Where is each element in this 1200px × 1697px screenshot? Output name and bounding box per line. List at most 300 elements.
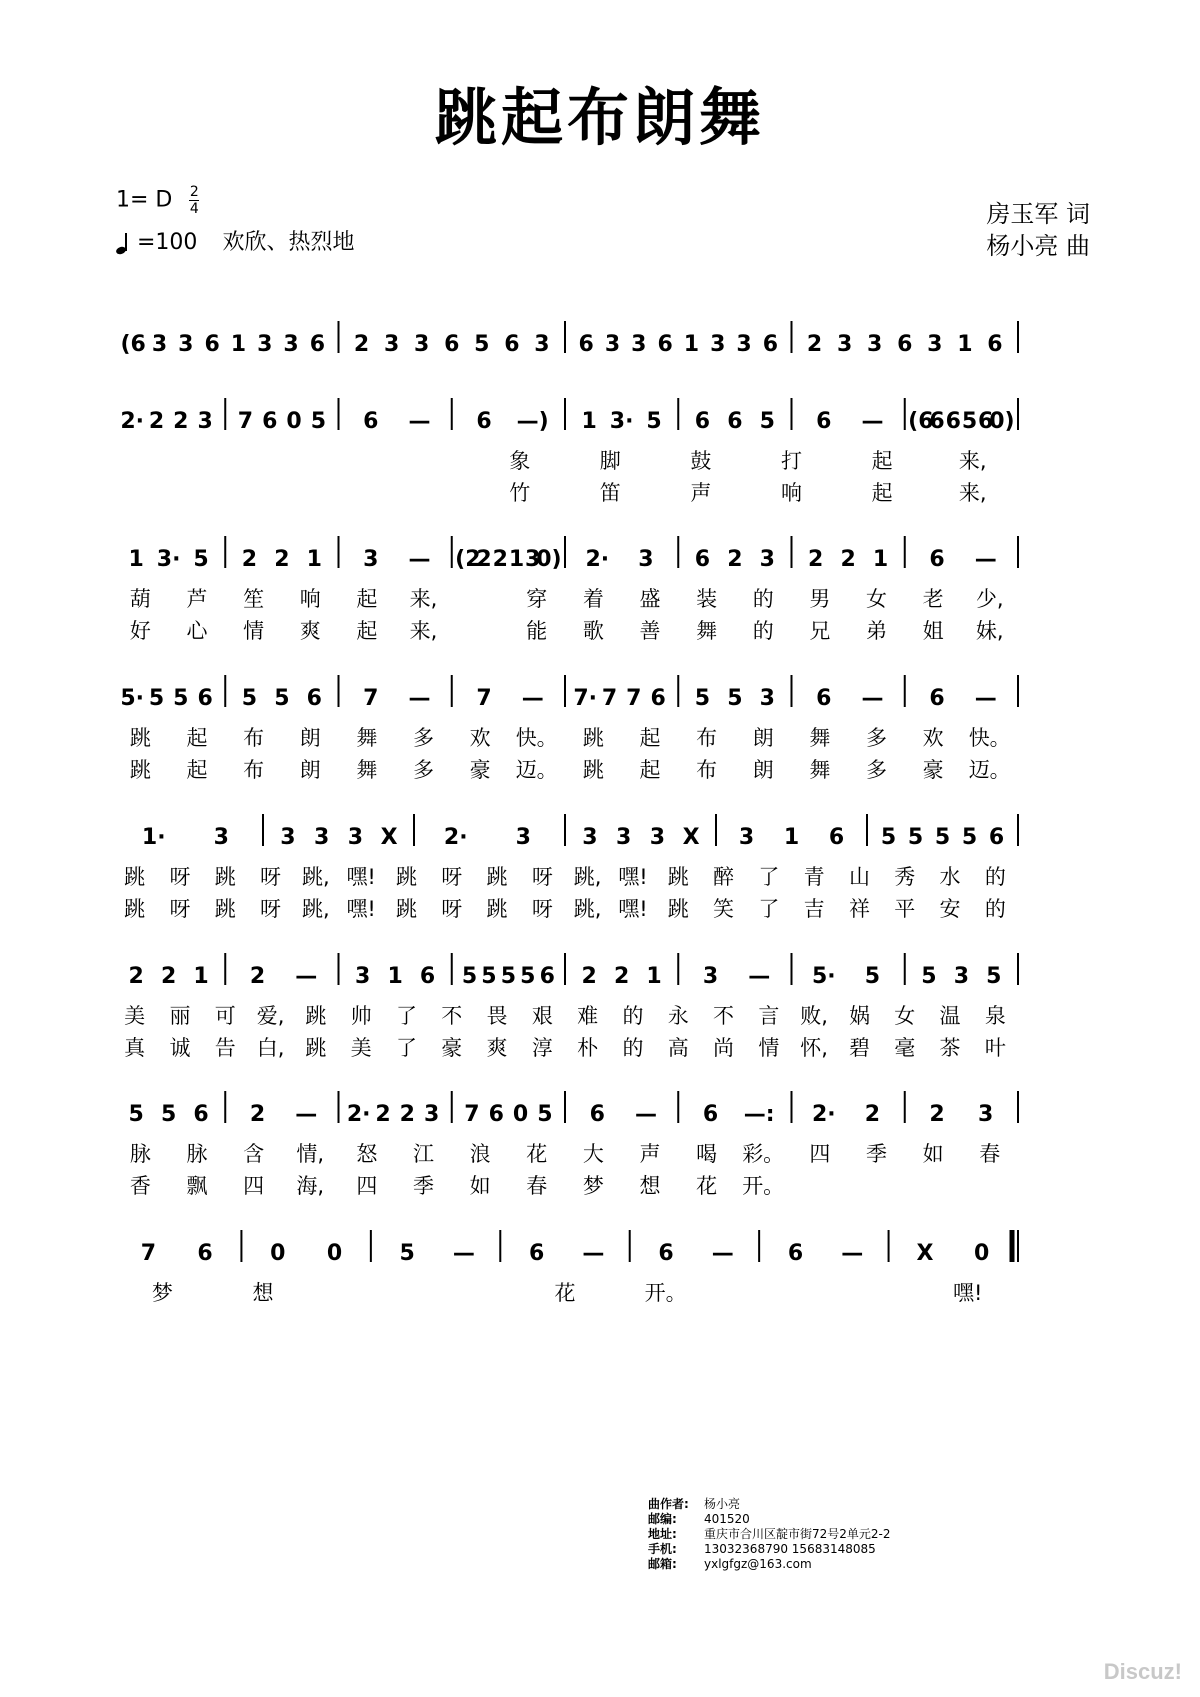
note: 2· — [443, 825, 468, 850]
lyric-syllable: 温 — [939, 1004, 961, 1028]
lyric-syllable: 美 — [124, 1004, 146, 1028]
lyric-syllable: 白, — [256, 1036, 285, 1060]
lyric-syllable: 盛 — [639, 587, 661, 611]
note: X — [682, 825, 700, 850]
note: 3 — [213, 825, 229, 850]
note: 6 — [262, 409, 278, 434]
lyric-syllable: 高 — [667, 1036, 689, 1060]
note: X — [380, 825, 398, 850]
note: 6 — [539, 964, 555, 989]
lyric-syllable: 来, — [409, 619, 438, 643]
lyric-syllable: 碧 — [848, 1036, 870, 1060]
note: (6 — [120, 332, 146, 357]
note: 2· — [346, 1102, 371, 1127]
lyric-syllable: 竹 — [509, 481, 531, 505]
note: 1 — [193, 964, 209, 989]
lyric-syllable: 的 — [622, 1004, 644, 1028]
lyric-syllable: 朗 — [752, 758, 774, 782]
lyric-syllable: 跳 — [486, 865, 508, 889]
note: 0 — [286, 409, 302, 434]
lyric-syllable: 跳 — [395, 897, 417, 921]
lyric-syllable: 青 — [803, 865, 825, 889]
note: 5 — [474, 332, 490, 357]
lyric-syllable: 少, — [975, 587, 1004, 611]
note: 1 — [872, 547, 889, 572]
lyric-syllable: 兄 — [809, 619, 831, 643]
lyric-syllable: 豪 — [441, 1036, 463, 1060]
lyric-syllable: 平 — [894, 897, 916, 921]
lyric-syllable: 叶 — [984, 1036, 1006, 1060]
note: 5 — [193, 547, 209, 572]
lyric-syllable: 尚 — [713, 1036, 735, 1060]
note: 2 — [806, 332, 823, 357]
note: 5 — [986, 964, 1002, 989]
note: 6 — [204, 332, 220, 357]
lyric-syllable: 朴 — [577, 1036, 599, 1060]
note: 3 — [423, 1102, 440, 1127]
note: 2 — [241, 547, 258, 572]
lyric-syllable: 永 — [667, 1004, 689, 1028]
lyric-syllable: 快。 — [515, 726, 558, 750]
lyric-syllable: 豪 — [922, 758, 944, 782]
note: (6 — [908, 409, 934, 434]
note: 6 — [727, 409, 743, 434]
note: — — [861, 409, 884, 434]
note: — — [295, 964, 318, 989]
note: 0 — [973, 1241, 990, 1266]
lyric-syllable: 不 — [713, 1004, 735, 1028]
note: 5 — [907, 825, 924, 850]
lyric-syllable: 娲 — [848, 1004, 870, 1028]
footer-address-value: 重庆市合川区靛市街72号2单元2-2 — [704, 1527, 891, 1541]
lyric-syllable: 跳, — [573, 865, 602, 889]
lyric-syllable: 怀, — [800, 1036, 828, 1060]
lyric-syllable: 的 — [752, 619, 774, 643]
lyric-syllable: 起 — [639, 726, 661, 750]
note: 0) — [536, 547, 562, 572]
note: 3 — [178, 332, 194, 357]
lyric-syllable: 起 — [356, 587, 378, 611]
note: 7 — [626, 686, 642, 711]
lyric-syllable: 季 — [412, 1174, 434, 1198]
note: 2 — [840, 547, 856, 572]
note: 0 — [326, 1241, 343, 1266]
note: 3 — [280, 825, 296, 850]
note: 3 — [867, 332, 883, 357]
lyric-syllable: 了 — [758, 897, 780, 921]
lyric-syllable: 善 — [639, 619, 661, 643]
lyric-syllable: 败, — [800, 1004, 828, 1028]
note: — — [861, 686, 884, 711]
note: 3 — [534, 332, 550, 357]
lyric-syllable: 迈。 — [968, 758, 1011, 782]
lyric-syllable: 真 — [124, 1036, 146, 1060]
note: 6 — [197, 686, 213, 711]
composer-contact — [648, 1497, 891, 1572]
lyric-syllable: 如 — [922, 1142, 944, 1166]
note: 5 — [128, 1102, 144, 1127]
lyric-syllable: 笙 — [243, 587, 265, 611]
lyric-syllable: 花 — [696, 1174, 718, 1198]
meter-top: 2 — [189, 184, 199, 200]
lyric-syllable: 嘿! — [346, 897, 376, 921]
lyric-syllable: 醉 — [713, 865, 735, 889]
lyric-syllable: 多 — [865, 758, 887, 782]
note: 5 — [274, 686, 290, 711]
lyric-syllable: 情, — [296, 1142, 325, 1166]
lyric-syllable: 帅 — [350, 1004, 372, 1028]
lyric-syllable: 跳 — [305, 1036, 327, 1060]
note: 3 — [738, 825, 755, 850]
lyric-syllable: 跳 — [129, 726, 151, 750]
lyric-syllable: 嘿! — [346, 865, 376, 889]
lyric-syllable: 响 — [299, 587, 321, 611]
note: 5 — [961, 825, 978, 850]
lyric-syllable: 开。 — [644, 1281, 687, 1305]
lyric-syllable: 打 — [781, 449, 802, 473]
lyric-syllable: 爱, — [256, 1004, 285, 1028]
note: 6 — [504, 332, 520, 357]
lyric-syllable: 来, — [409, 587, 438, 611]
lyric-syllable: 跳 — [582, 726, 604, 750]
lyric-syllable: 快。 — [968, 726, 1011, 750]
lyric-syllable: 芦 — [186, 587, 208, 611]
lyric-syllable: 呀 — [169, 897, 191, 921]
note: 1 — [783, 825, 800, 850]
note: — — [408, 686, 431, 711]
lyric-syllable: 四 — [809, 1142, 831, 1166]
note: 7· — [573, 686, 597, 711]
lyric-syllable: 跳 — [124, 897, 146, 921]
lyric-syllable: 布 — [696, 758, 718, 782]
note: 2 — [249, 1102, 266, 1127]
note: 5 — [727, 686, 743, 711]
note: 6 — [929, 547, 945, 572]
note: 3 — [638, 547, 654, 572]
note: 3 — [313, 825, 330, 850]
note: 7 — [464, 1102, 480, 1127]
lyric-syllable: 跳, — [573, 897, 602, 921]
note: 6 — [476, 409, 492, 434]
note: 2 — [148, 409, 165, 434]
note: — — [748, 964, 771, 989]
lyric-syllable: 的 — [622, 1036, 644, 1060]
note: 2 — [808, 547, 824, 572]
note: 6 — [589, 1102, 605, 1127]
note: 6 — [488, 1102, 504, 1127]
note: 6 — [897, 332, 913, 357]
lyric-syllable: 水 — [939, 865, 961, 889]
note: 2 — [128, 964, 144, 989]
note: 5 — [961, 409, 978, 434]
note: 6 — [363, 409, 379, 434]
lyric-syllable: 舞 — [809, 758, 831, 782]
song-title: 跳起布朗舞 — [434, 81, 765, 154]
lyric-syllable: 花 — [554, 1281, 576, 1305]
note: 6 — [702, 1102, 719, 1127]
lyric-syllable: 畏 — [486, 1004, 508, 1028]
lyric-syllable: 想 — [252, 1281, 274, 1305]
note: 5 — [537, 1102, 553, 1127]
note: 2· — [120, 409, 144, 434]
note: 5 — [148, 686, 165, 711]
lyric-syllable: 笑 — [713, 897, 735, 921]
note: 3 — [197, 409, 213, 434]
lyric-syllable: 布 — [243, 758, 265, 782]
lyric-syllable: 呀 — [441, 865, 463, 889]
note: — — [582, 1241, 605, 1266]
note: 7 — [363, 686, 379, 711]
note: 3 — [615, 825, 632, 850]
lyric-syllable: 弟 — [865, 619, 887, 643]
note: 3 — [515, 825, 531, 850]
note: 1 — [230, 332, 247, 357]
note: — — [408, 547, 431, 572]
note: — — [974, 686, 997, 711]
note: 3 — [383, 332, 400, 357]
footer-email-value: yxlgfgz@163.com — [704, 1557, 812, 1571]
note: 6 — [694, 409, 711, 434]
lyric-syllable: 舞 — [809, 726, 831, 750]
lyric-syllable: 开。 — [742, 1174, 785, 1198]
lyric-syllable: 跳 — [486, 897, 508, 921]
lyric-syllable: 装 — [696, 587, 718, 611]
lyric-syllable: 春 — [526, 1174, 548, 1198]
note: 1 — [387, 964, 403, 989]
note: 3 — [631, 332, 647, 357]
lyric-syllable: 想 — [639, 1174, 661, 1198]
note: 3 — [927, 332, 943, 357]
lyric-syllable: 葫 — [129, 587, 151, 611]
note: 6 — [658, 1241, 674, 1266]
lyric-syllable: 跳 — [214, 865, 236, 889]
note: 2 — [929, 1102, 945, 1127]
note: 0) — [989, 409, 1015, 434]
key-text: 1= D — [116, 187, 173, 213]
note: 3 — [257, 332, 273, 357]
lyric-syllable: 大 — [582, 1142, 604, 1166]
note: 3 — [759, 686, 775, 711]
note: 3 — [363, 547, 379, 572]
lyric-syllable: 的 — [984, 897, 1006, 921]
note: 0 — [270, 1241, 286, 1266]
lyric-syllable: 祥 — [848, 897, 870, 921]
note: 1 — [128, 547, 144, 572]
note: — — [521, 686, 544, 711]
lyric-syllable: 含 — [243, 1142, 265, 1166]
note: 6 — [694, 547, 711, 572]
note: 5 — [921, 964, 937, 989]
lyric-syllable: 起 — [356, 619, 378, 643]
note: 3 — [736, 332, 752, 357]
lyric-syllable: 丽 — [169, 1004, 191, 1028]
note: 2 — [249, 964, 266, 989]
lyric-syllable: 朗 — [752, 726, 774, 750]
note: — — [295, 1102, 318, 1127]
lyric-syllable: 姐 — [922, 619, 944, 643]
note: — — [452, 1241, 475, 1266]
lyric-syllable: 诚 — [169, 1036, 191, 1060]
lyric-syllable: 江 — [412, 1142, 434, 1166]
note: 3 — [283, 332, 299, 357]
lyric-syllable: 了 — [395, 1004, 417, 1028]
note: 2 — [274, 547, 290, 572]
lyric-syllable: 跳 — [395, 865, 417, 889]
note: 6 — [193, 1102, 209, 1127]
note: 2 — [476, 547, 492, 572]
note: 6 — [929, 409, 945, 434]
lyric-syllable: 舞 — [356, 726, 378, 750]
footer-postcode-label: 邮编: — [648, 1512, 677, 1526]
lyric-syllable: 跳 — [129, 758, 151, 782]
note: 6 — [929, 686, 945, 711]
lyric-syllable: 梦 — [582, 1174, 604, 1198]
lyric-syllable: 春 — [979, 1142, 1001, 1166]
note: 6 — [309, 332, 325, 357]
note: 5 — [520, 964, 536, 989]
lyric-syllable: 声 — [639, 1142, 661, 1166]
lyric-syllable: 豪 — [469, 758, 491, 782]
note: 6 — [419, 964, 436, 989]
note: 6 — [578, 332, 594, 357]
note: 3 — [978, 1102, 994, 1127]
lyric-syllable: 呀 — [169, 865, 191, 889]
note: 2 — [864, 1102, 881, 1127]
note: — — [841, 1241, 864, 1266]
lyric-syllable: 跳 — [667, 865, 689, 889]
note: 3· — [609, 409, 634, 434]
lyric-syllable: 泉 — [984, 1004, 1006, 1028]
footer-composer-value: 杨小亮 — [704, 1497, 741, 1511]
note: 7 — [476, 686, 492, 711]
note: 3 — [649, 825, 666, 850]
note: — — [408, 409, 431, 434]
lyric-syllable: 季 — [865, 1142, 887, 1166]
note: 5 — [399, 1241, 415, 1266]
note: — — [634, 1102, 657, 1127]
lyric-syllable: 朗 — [299, 758, 321, 782]
lyric-syllable: 起 — [871, 481, 893, 505]
note: 2 — [727, 547, 743, 572]
lyric-syllable: 喝 — [696, 1142, 718, 1166]
lyric-syllable: 呀 — [260, 865, 282, 889]
lyric-syllable: 来, — [958, 449, 987, 473]
note: 3· — [156, 547, 181, 572]
note: 5· — [120, 686, 144, 711]
lyric-syllable: 布 — [696, 726, 718, 750]
note: 6 — [787, 1241, 804, 1266]
note: 3 — [953, 964, 970, 989]
note: 2· — [811, 1102, 836, 1127]
lyric-syllable: 起 — [186, 726, 208, 750]
footer-phone-value: 13032368790 15683148085 — [704, 1542, 876, 1556]
lyric-syllable: 着 — [582, 587, 604, 611]
lyric-syllable: 的 — [984, 865, 1006, 889]
lyric-syllable: 难 — [577, 1004, 599, 1028]
lyric-syllable: 呀 — [441, 897, 463, 921]
note: 1 — [646, 964, 662, 989]
note: X — [916, 1241, 934, 1266]
lyric-syllable: 起 — [871, 449, 893, 473]
lyric-syllable: 起 — [639, 758, 661, 782]
lyric-syllable: 山 — [848, 865, 870, 889]
meter-bottom: 4 — [189, 201, 199, 217]
lyric-syllable: 了 — [395, 1036, 417, 1060]
note: 0 — [512, 1102, 529, 1127]
lyric-syllable: 秀 — [894, 865, 916, 889]
lyric-syllable: 舞 — [356, 758, 378, 782]
lyric-syllable: 来, — [958, 481, 987, 505]
lyric-syllable: 嘿! — [618, 897, 648, 921]
lyric-syllable: 茶 — [939, 1036, 961, 1060]
note: 1 — [306, 547, 322, 572]
lyric-syllable: 好 — [129, 619, 151, 643]
lyric-syllable: 老 — [922, 587, 944, 611]
note: 6 — [987, 332, 1003, 357]
lyric-syllable: 四 — [243, 1174, 265, 1198]
footer-address-label: 地址: — [648, 1527, 677, 1541]
lyric-syllable: 飘 — [186, 1174, 208, 1198]
note: 1 — [957, 332, 973, 357]
lyric-syllable: 彩。 — [742, 1142, 785, 1166]
note: 3 — [355, 964, 371, 989]
lyric-syllable: 跳 — [124, 865, 146, 889]
note: 3 — [347, 825, 364, 850]
tempo-value: =100 — [137, 230, 198, 255]
lyric-syllable: 爽 — [299, 619, 321, 643]
lyric-syllable: 能 — [526, 619, 548, 643]
note: 2 — [492, 547, 508, 572]
lyric-syllable: 多 — [865, 726, 887, 750]
note: 5 — [694, 686, 711, 711]
footer-phone-label: 手机: — [648, 1542, 677, 1556]
note: 6 — [197, 1241, 213, 1266]
note: 3 — [525, 547, 541, 572]
lyric-syllable: 多 — [412, 726, 434, 750]
note: 5· — [811, 964, 836, 989]
lyric-syllable: 毫 — [894, 1036, 916, 1060]
lyric-syllable: 言 — [758, 1004, 780, 1028]
lyric-syllable: 女 — [865, 587, 887, 611]
note: 5 — [481, 964, 497, 989]
note: 1 — [581, 409, 597, 434]
note: 5 — [646, 409, 662, 434]
lyric-syllable: 海, — [296, 1174, 325, 1198]
lyric-syllable: 安 — [939, 897, 961, 921]
lyric-syllable: 声 — [690, 481, 712, 505]
footer-email-label: 邮箱: — [648, 1557, 677, 1571]
lyric-syllable: 跳 — [667, 897, 689, 921]
note: 6 — [816, 686, 832, 711]
lyricist-credit: 房玉军 词 — [986, 200, 1090, 228]
note: 3 — [604, 332, 621, 357]
lyric-syllable: 的 — [752, 587, 774, 611]
note: 6 — [528, 1241, 545, 1266]
lyric-syllable: 美 — [350, 1036, 372, 1060]
lyric-syllable: 如 — [469, 1174, 491, 1198]
lyric-syllable: 跳 — [305, 1004, 327, 1028]
lyric-syllable: 不 — [441, 1004, 463, 1028]
note: 5 — [160, 1102, 177, 1127]
lyric-syllable: 象 — [509, 449, 531, 473]
note: 5 — [241, 686, 258, 711]
lyric-syllable: 布 — [243, 726, 265, 750]
note: 6 — [988, 825, 1005, 850]
lyric-syllable: 呀 — [260, 897, 282, 921]
lyric-syllable: 鼓 — [690, 449, 712, 473]
note: 3 — [702, 964, 719, 989]
expression-marking: 欢欣、热烈地 — [222, 230, 355, 255]
